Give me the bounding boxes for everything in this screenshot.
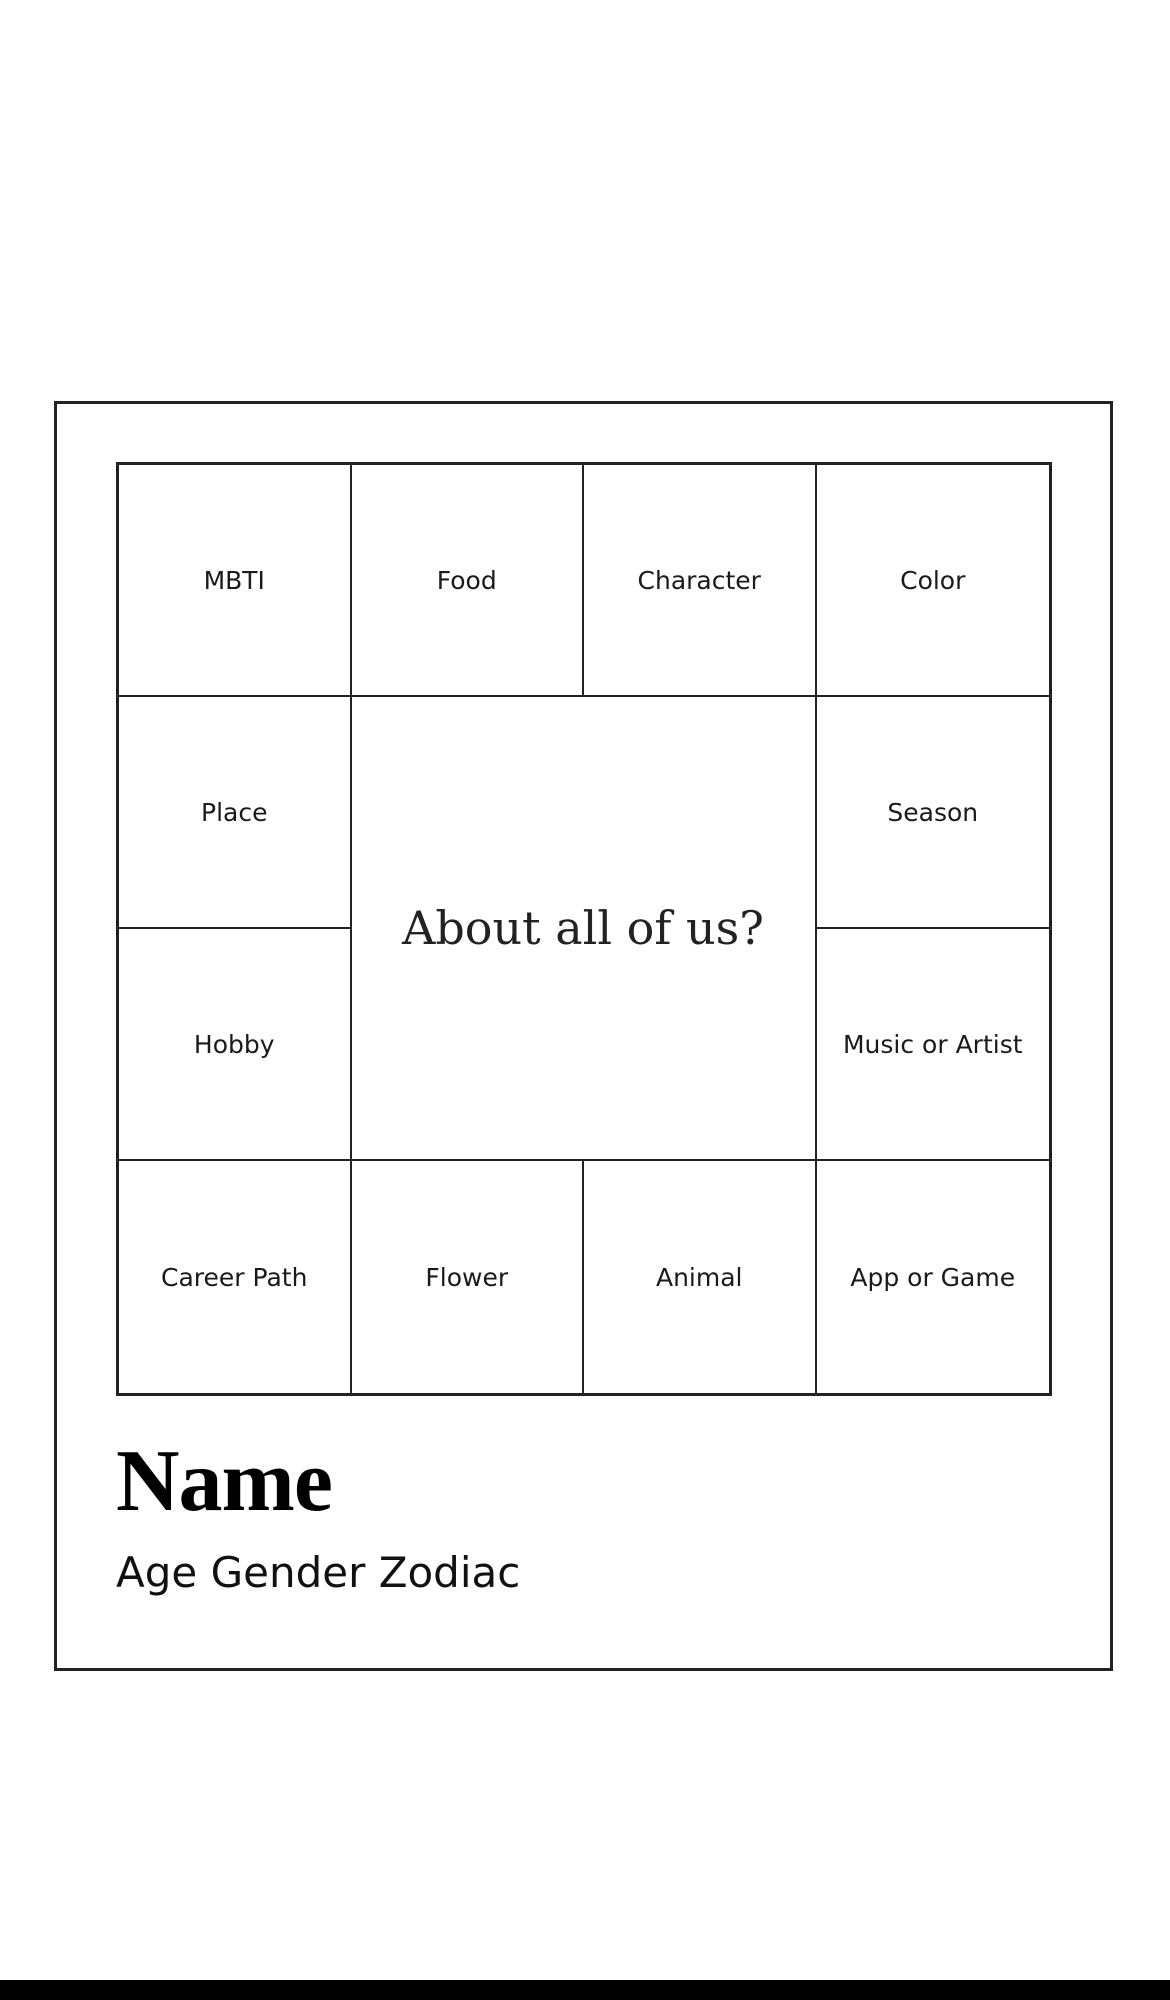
cell-character[interactable]: Character bbox=[584, 465, 817, 697]
cell-music-or-artist[interactable]: Music or Artist bbox=[817, 929, 1050, 1161]
cell-color[interactable]: Color bbox=[817, 465, 1050, 697]
about-me-grid bbox=[116, 462, 1052, 1396]
cell-app-or-game[interactable]: App or Game bbox=[817, 1161, 1050, 1393]
bottom-bar bbox=[0, 1980, 1170, 2000]
profile-subtitle: Age Gender Zodiac bbox=[116, 1548, 521, 1597]
cell-place[interactable]: Place bbox=[119, 697, 352, 929]
cell-mbti[interactable]: MBTI bbox=[119, 465, 352, 697]
profile-name: Name bbox=[116, 1433, 332, 1530]
cell-hobby[interactable]: Hobby bbox=[119, 929, 352, 1161]
cell-season[interactable]: Season bbox=[817, 697, 1050, 929]
center-prompt[interactable]: About all of us? bbox=[352, 697, 817, 1161]
cell-animal[interactable]: Animal bbox=[584, 1161, 817, 1393]
cell-career-path[interactable]: Career Path bbox=[119, 1161, 352, 1393]
cell-food[interactable]: Food bbox=[352, 465, 585, 697]
cell-flower[interactable]: Flower bbox=[352, 1161, 585, 1393]
